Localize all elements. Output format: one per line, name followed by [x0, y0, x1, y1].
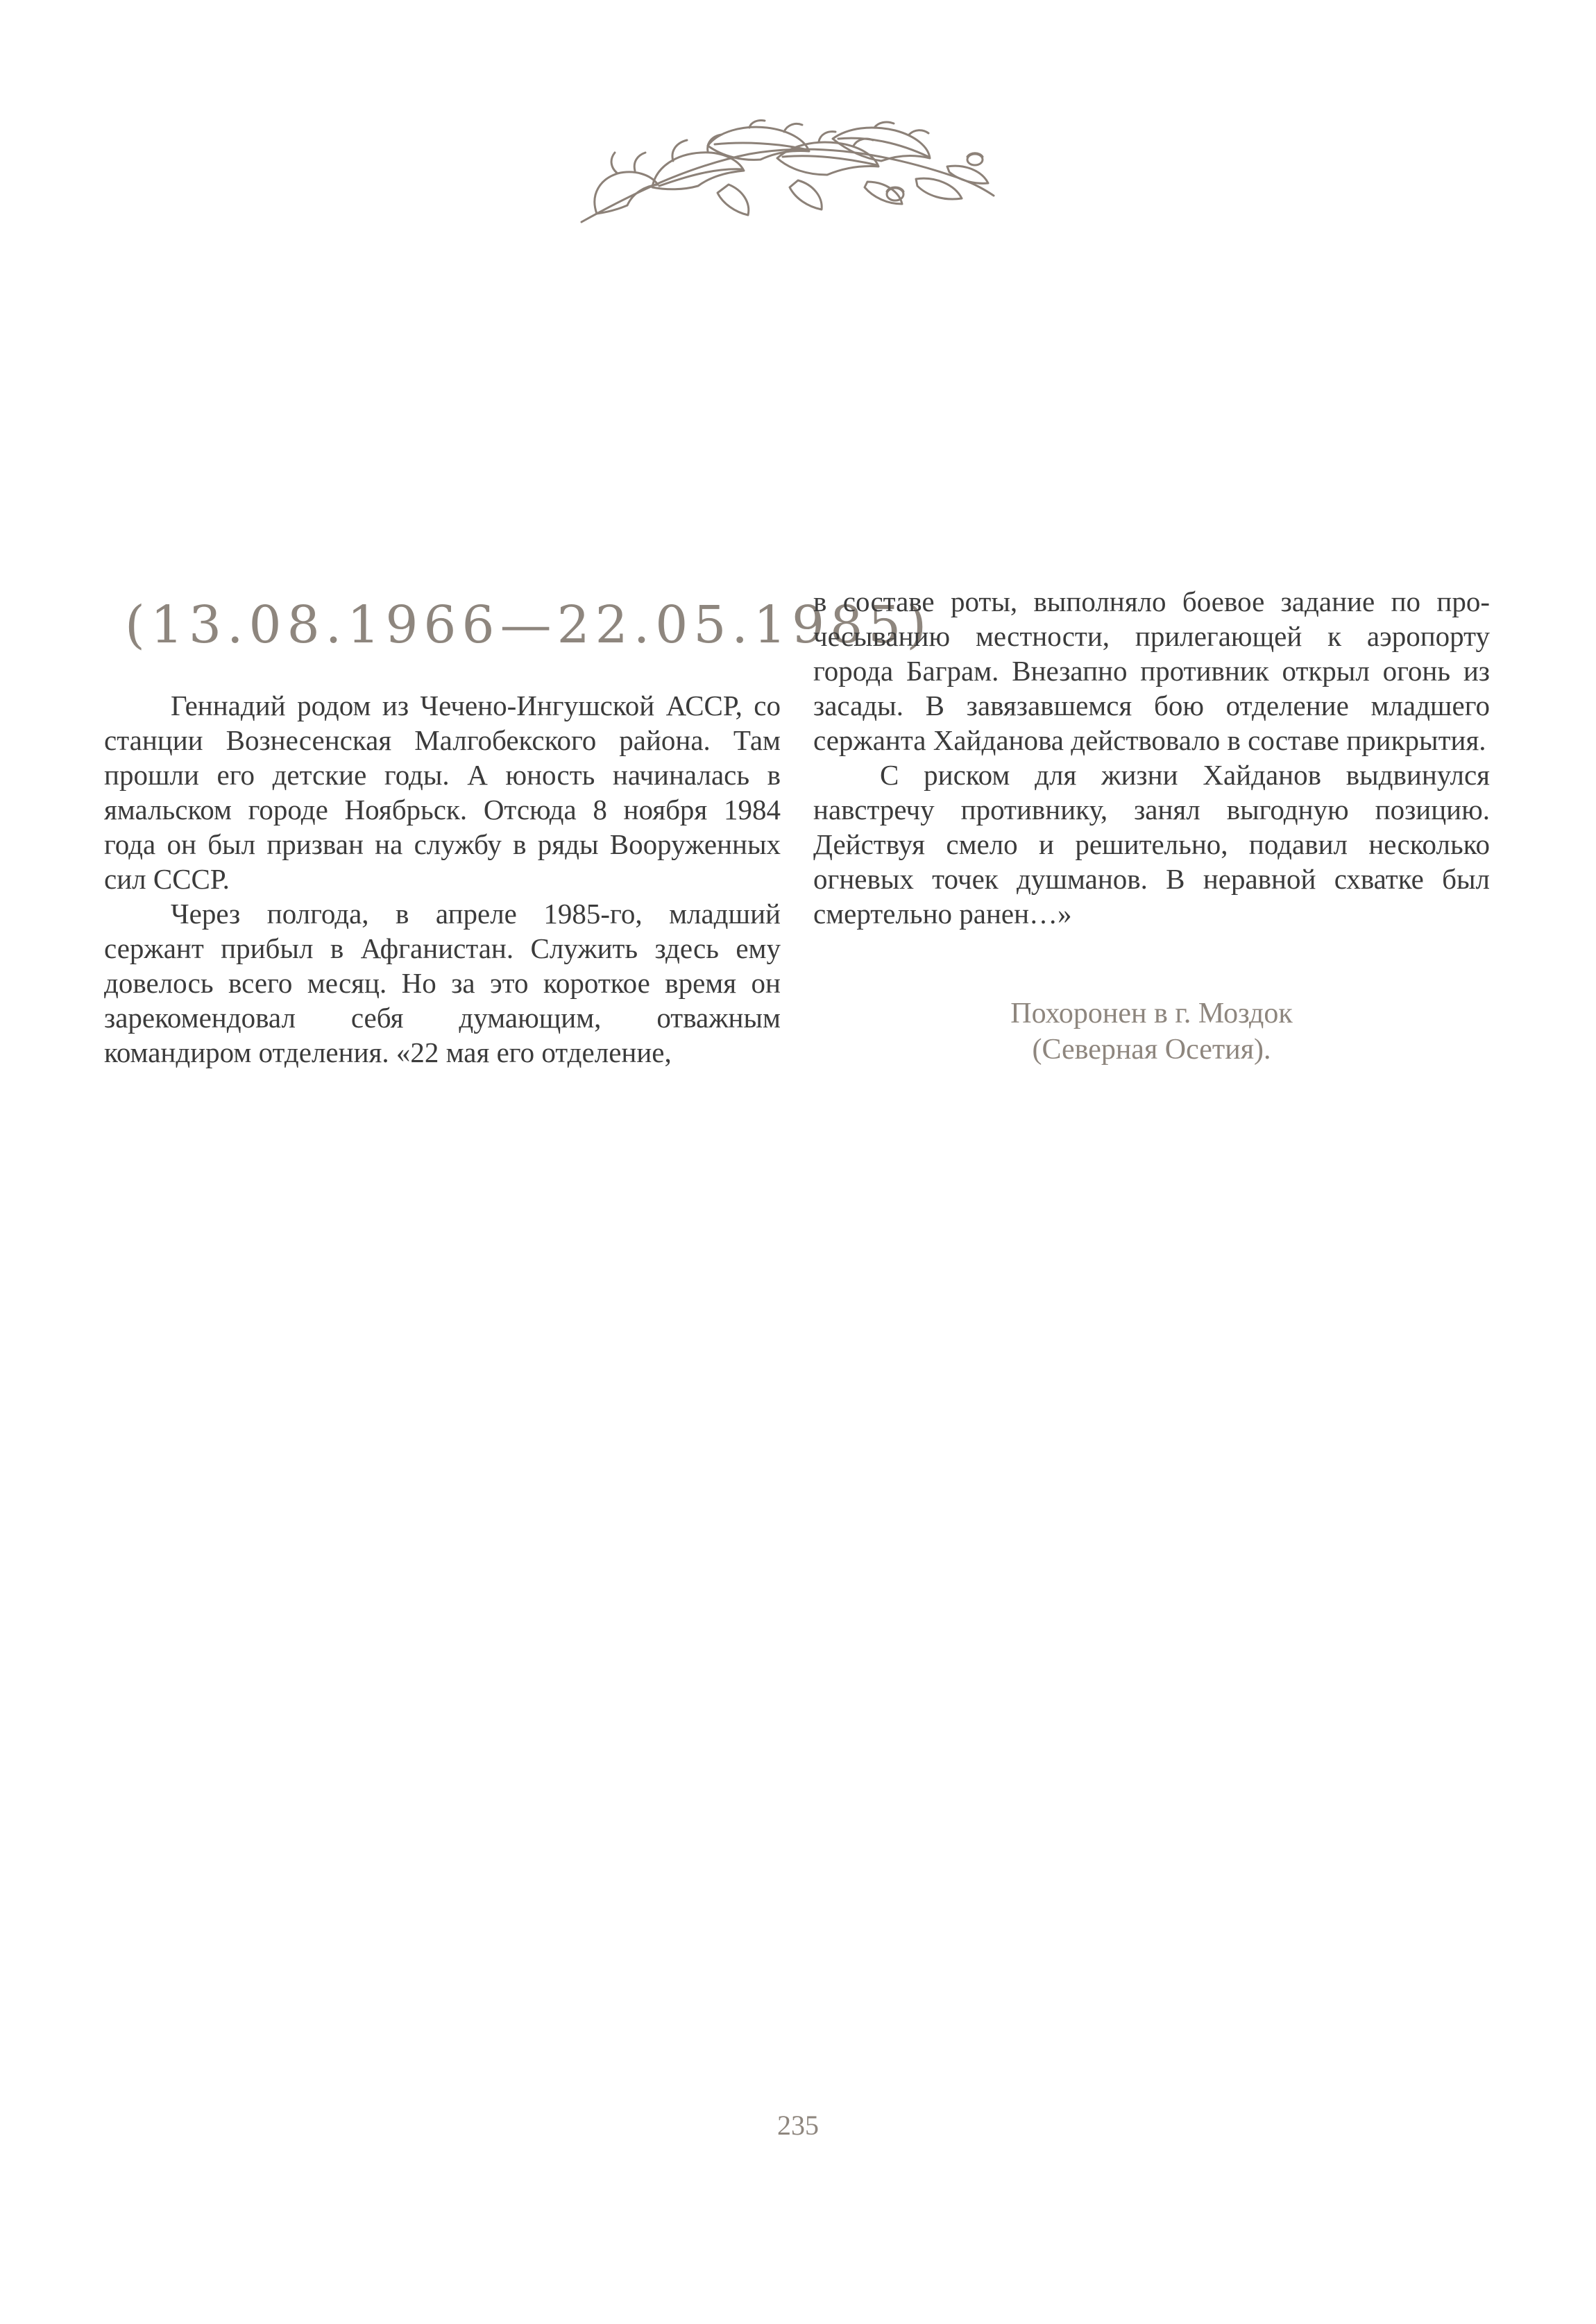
page-number: 235 — [777, 2110, 819, 2141]
burial-note — [813, 996, 1490, 1068]
paragraph: в составе роты, выполняло боевое задание по прочесыванию местности, прилегающей к аэропорту города Баграм. Внезапно противник открыл огонь из засады. В завязавшемся бою отделение младшего сержанта Хайданова действовало в составе прикрытия. — [813, 586, 1490, 756]
life-dates-heading: (13.08.1966—22.05.1985) — [125, 595, 933, 655]
paragraph: Геннадий родом из Чечено-Ингушской АССР, со станции Вознесенская Малгобекского района. Там прошли его детские годы. А юность начиналась в ямальском городе Ноябрьск. Отсюда 8 ноября 1984 года он был призван на службу в ряды Вооруженных сил СССР. — [104, 690, 781, 895]
burial-place-line: Похоронен в г. Моздок — [1010, 998, 1293, 1029]
oak-branch-icon — [569, 118, 999, 236]
burial-region-line: (Северная Осетия). — [1032, 1034, 1271, 1066]
paragraph: Через полгода, в апреле 1985-го, младший сержант прибыл в Афганистан. Служить здесь ему довелось всего месяц. Но за это короткое время он зарекомендовал себя думающим, отважным командиром отделения. «22 мая его отделение, — [104, 898, 781, 1068]
paragraph: С риском для жизни Хайданов выдвинулся навстречу противнику, занял выгодную позицию. Действуя смело и решительно, подавил несколько огневых точек душманов. В неравной схватке был смертельно ранен…» — [813, 759, 1490, 930]
left-text-column — [104, 688, 781, 1070]
right-text-column — [813, 584, 1490, 931]
